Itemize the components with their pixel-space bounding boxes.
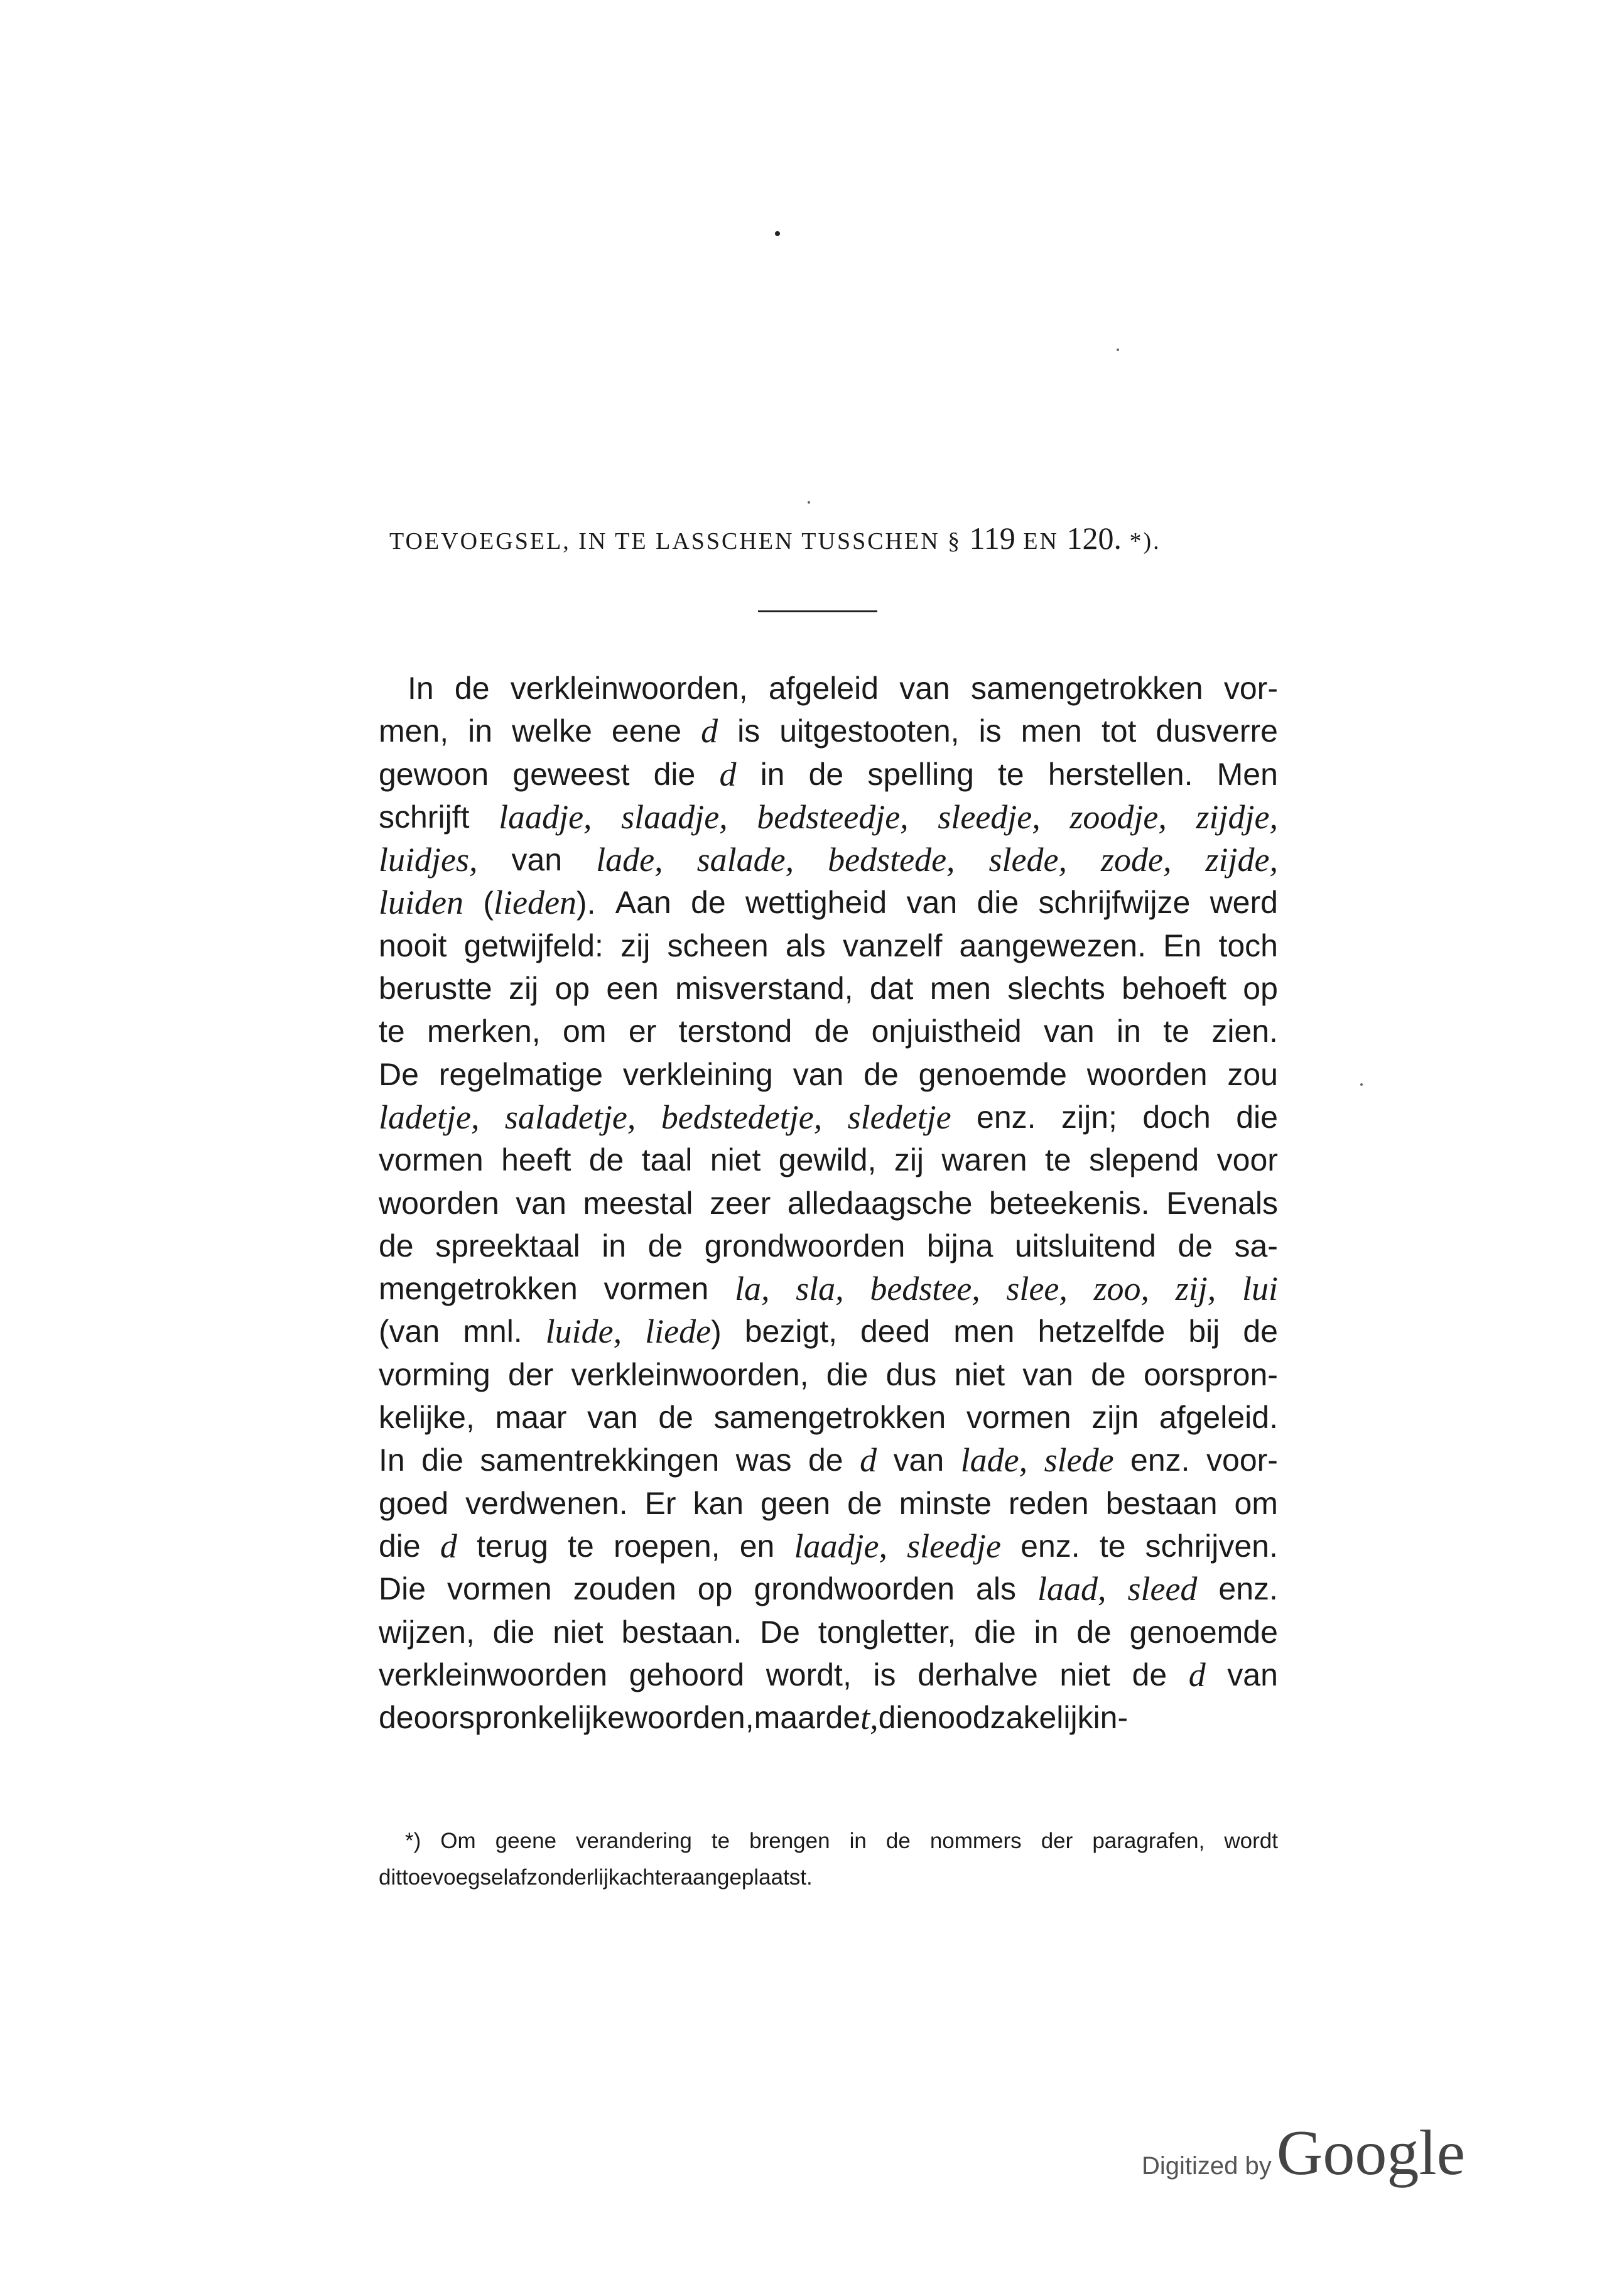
word: die (1236, 1099, 1278, 1135)
word: geene (495, 1829, 557, 1853)
word: op (1243, 971, 1278, 1007)
word: wettigheid (745, 885, 887, 921)
word: la, (734, 1270, 770, 1308)
word: spelling (867, 756, 974, 792)
word: scheen (667, 928, 769, 963)
word: zou (1227, 1056, 1278, 1092)
word: niet (553, 1614, 604, 1650)
word: en (739, 1528, 775, 1564)
word: als (976, 1571, 1016, 1607)
word: in (468, 713, 493, 749)
word: zij (894, 1142, 924, 1178)
word: de (808, 756, 844, 792)
word: voor (1216, 1142, 1278, 1178)
word: lui (1242, 1270, 1278, 1308)
word: van (793, 1056, 844, 1092)
word: d (860, 1441, 877, 1480)
word: die (379, 1528, 421, 1564)
word: enz. (1218, 1571, 1278, 1607)
word: oorspronkelijke (413, 1700, 625, 1736)
word: in (602, 1228, 627, 1264)
word: in (760, 756, 785, 792)
word: zijn (1091, 1400, 1139, 1436)
word: ladetje, (379, 1098, 480, 1136)
word: d (1188, 1655, 1206, 1694)
word: sleedje, (938, 798, 1041, 836)
word: genoemde (918, 1056, 1067, 1092)
word: vor- (1223, 671, 1278, 706)
word: de (825, 1700, 861, 1736)
word: samengetrokken (713, 1400, 946, 1436)
word: de (1076, 1614, 1112, 1650)
word: samentrekkingen (480, 1442, 720, 1478)
word: slede, (988, 841, 1067, 879)
word: de (1243, 1314, 1278, 1350)
word: de (379, 1228, 414, 1264)
word: spreektaal (435, 1228, 580, 1264)
word: enz. (1020, 1528, 1080, 1564)
word: De (760, 1614, 800, 1650)
word: d (701, 712, 718, 750)
word: noodzakelijk (920, 1700, 1093, 1736)
word: een (606, 971, 659, 1007)
word: waren (941, 1142, 1027, 1178)
word: te (1045, 1142, 1071, 1178)
word: uitsluitend (1014, 1228, 1156, 1264)
word: bedsteedje, (757, 798, 909, 836)
word: toevoegsel (401, 1865, 509, 1890)
word: genoemde (1129, 1614, 1278, 1650)
word: de (1132, 1657, 1167, 1692)
text-line (379, 1096, 1278, 1139)
word: de (1177, 1228, 1213, 1264)
word: In (408, 671, 434, 706)
word: meestal (583, 1185, 693, 1221)
word: nommers (929, 1829, 1022, 1853)
word: tongletter, (818, 1614, 956, 1650)
word: bedstedetje, (661, 1098, 823, 1136)
word: men (953, 1314, 1015, 1350)
word: deed (860, 1314, 931, 1350)
word: van (906, 885, 958, 921)
word: niet (954, 1356, 1005, 1392)
text-line (379, 1010, 1278, 1053)
word: sleed (1127, 1570, 1198, 1608)
footnote (379, 1823, 1278, 1896)
word: in (849, 1829, 867, 1853)
word: laadje, (794, 1527, 887, 1565)
word: die (826, 1356, 869, 1392)
word: gewoon (379, 756, 489, 792)
word: liede) (645, 1312, 722, 1351)
word: taal (641, 1142, 693, 1178)
word: brengen (749, 1829, 830, 1853)
word: verkleinwoorden (379, 1657, 608, 1692)
word: is (737, 713, 761, 749)
word: enz. (1130, 1442, 1190, 1478)
heading-section-number-2: 120. (1066, 521, 1122, 556)
word: mengetrokken (379, 1271, 578, 1307)
page-heading (389, 520, 1256, 556)
word: schrijft (379, 799, 470, 835)
word: verkleining (622, 1056, 773, 1092)
word: laadje, (499, 798, 592, 836)
word: sa- (1234, 1228, 1278, 1264)
word: maar (495, 1400, 567, 1436)
text-line (379, 838, 1278, 881)
word: te (1163, 1014, 1189, 1049)
word: slechts (1007, 971, 1105, 1007)
word: geweest (512, 756, 630, 792)
heading-section-number-1: 119 (969, 521, 1015, 556)
word: hetzelfde (1037, 1314, 1166, 1350)
word: van (1227, 1657, 1278, 1692)
word: die (421, 1442, 463, 1478)
word: wordt, (766, 1657, 852, 1692)
word: salade, (696, 841, 794, 879)
word: woorden, (624, 1700, 754, 1736)
word: zijdje, (1196, 798, 1278, 836)
word: maar (754, 1700, 826, 1736)
word: beteekenis. (988, 1185, 1150, 1221)
text-line (379, 667, 1278, 710)
word: afzonderlijk (508, 1865, 620, 1890)
word: zouden (573, 1571, 676, 1607)
word: Om (440, 1829, 476, 1853)
word: misverstand, (675, 971, 853, 1007)
text-line (379, 1310, 1278, 1353)
word: Evenals (1166, 1185, 1278, 1221)
word: om (563, 1014, 607, 1049)
word: gewild, (778, 1142, 877, 1178)
word: bestaan (1105, 1485, 1218, 1521)
ink-speck (1117, 349, 1119, 351)
word: zij, (1175, 1270, 1216, 1308)
word: In (379, 1442, 405, 1478)
word: t, (860, 1699, 879, 1737)
word: der (508, 1356, 554, 1392)
word: woorden (1086, 1056, 1208, 1092)
word: te (998, 756, 1024, 792)
word: de (863, 1056, 899, 1092)
word: verandering (576, 1829, 692, 1853)
word: dit (379, 1865, 402, 1890)
ink-speck (808, 501, 810, 504)
word: vorming (379, 1356, 490, 1392)
word: vormen (447, 1571, 552, 1607)
word: was (735, 1442, 792, 1478)
word: nooit (379, 928, 447, 963)
text-line (379, 1267, 1278, 1310)
word: de (808, 1442, 843, 1478)
text-line (379, 967, 1278, 1010)
word: op (555, 971, 590, 1007)
word: die (977, 885, 1019, 921)
text-line (379, 1396, 1278, 1439)
word: te (711, 1829, 730, 1853)
word: de (847, 1485, 882, 1521)
heading-rule (758, 610, 877, 612)
word: zien. (1211, 1014, 1278, 1049)
word: bedstede, (828, 841, 955, 879)
word: is (978, 713, 1002, 749)
word: die (653, 756, 696, 792)
word: luide, (545, 1312, 622, 1351)
word: slee, (1006, 1270, 1068, 1308)
word: (van (379, 1314, 440, 1350)
word: men, (379, 713, 449, 749)
word: sledetje (847, 1098, 951, 1136)
footnote-line (379, 1823, 1278, 1859)
word: in (1034, 1614, 1059, 1650)
word: de (454, 671, 490, 706)
word: er (628, 1014, 657, 1049)
word: samengetrokken (971, 671, 1203, 706)
word: is (873, 1657, 896, 1692)
word: minste (899, 1485, 992, 1521)
word: kan (693, 1485, 744, 1521)
text-line (379, 1353, 1278, 1396)
word: reden (1008, 1485, 1089, 1521)
word: dus (885, 1356, 937, 1392)
text-line (379, 1482, 1278, 1525)
word: van (899, 671, 950, 706)
word: slede (1044, 1441, 1114, 1480)
word: in- (1093, 1700, 1129, 1736)
word: werd (1210, 885, 1278, 921)
word: enz. (977, 1099, 1036, 1135)
word: voor- (1206, 1442, 1278, 1478)
word: zij (620, 928, 651, 963)
word: De (379, 1056, 419, 1092)
word: herstellen. (1047, 756, 1193, 792)
word: om (1234, 1485, 1278, 1521)
word: grondwoorden (704, 1228, 906, 1264)
word: terstond (678, 1014, 793, 1049)
word: de (691, 885, 726, 921)
word: luidjes, (379, 841, 478, 879)
word: de (379, 1700, 414, 1736)
word: Er (644, 1485, 676, 1521)
word: te (379, 1014, 405, 1049)
word: d (719, 755, 737, 793)
word: zoo, (1093, 1270, 1150, 1308)
word: luiden (379, 884, 463, 922)
word: zij (508, 971, 539, 1007)
word: behoeft (1122, 971, 1226, 1007)
word: van (587, 1400, 638, 1436)
body-paragraph (379, 667, 1278, 1739)
word: schrijfwijze (1038, 885, 1191, 921)
word: Men (1216, 756, 1278, 792)
word: alledaagsche (787, 1185, 973, 1221)
word: kelijke, (379, 1400, 475, 1436)
word: berustte (379, 971, 492, 1007)
word: sla, (796, 1270, 844, 1308)
word: lade, (596, 841, 663, 879)
word: geplaatst. (717, 1865, 813, 1890)
word: bedstee, (870, 1270, 980, 1308)
word: En (1163, 928, 1202, 963)
word: dusverre (1156, 713, 1278, 749)
word: van (511, 842, 563, 878)
word: welke (512, 713, 592, 749)
word: de (658, 1400, 693, 1436)
text-line (379, 1611, 1278, 1653)
word: achteraan (619, 1865, 717, 1890)
word: bezigt, (744, 1314, 838, 1350)
word: wordt (1224, 1829, 1278, 1853)
word: gehoord (629, 1657, 745, 1692)
word: lade, (960, 1441, 1028, 1480)
word: terug (477, 1528, 548, 1564)
word: van (516, 1185, 566, 1221)
text-line (379, 1225, 1278, 1267)
text-line (379, 1182, 1278, 1225)
word: derhalve (918, 1657, 1038, 1692)
word: vormen (604, 1271, 709, 1307)
word: zijn; (1061, 1099, 1117, 1135)
word: toch (1218, 928, 1278, 963)
word: bijna (926, 1228, 993, 1264)
digitized-by-watermark (1142, 2116, 1465, 2190)
word: verdwenen. (465, 1485, 628, 1521)
word: de (647, 1228, 683, 1264)
word: de (588, 1142, 624, 1178)
word: uitgestooten, (779, 713, 960, 749)
word: die (974, 1614, 1016, 1650)
word: Aan (615, 885, 671, 921)
word: onjuistheid (871, 1014, 1022, 1049)
word: te (568, 1528, 594, 1564)
word: woorden (379, 1185, 499, 1221)
word: heeft (501, 1142, 571, 1178)
word: bij (1188, 1314, 1220, 1350)
word: tot (1101, 713, 1137, 749)
google-logo: Google (1276, 2118, 1466, 2189)
word: zoodje, (1069, 798, 1167, 836)
text-line (379, 1439, 1278, 1481)
word: regelmatige (438, 1056, 604, 1092)
word: niet (710, 1142, 761, 1178)
digitized-label: Digitized by (1142, 2152, 1272, 2180)
word: paragrafen, (1092, 1829, 1205, 1853)
word: aangewezen. (959, 928, 1146, 963)
text-line (379, 796, 1278, 838)
word: te (1099, 1528, 1126, 1564)
text-line (379, 1653, 1278, 1696)
word: vormen (379, 1142, 484, 1178)
word: geen (760, 1485, 831, 1521)
text-line (379, 924, 1278, 967)
word: goed (379, 1485, 449, 1521)
word: d (440, 1527, 457, 1565)
text-line (379, 1525, 1278, 1567)
word: sleedje (907, 1527, 1002, 1565)
word: (lieden). (483, 884, 596, 922)
word: men (929, 971, 991, 1007)
word: de (1091, 1356, 1126, 1392)
text-line (379, 881, 1278, 924)
word: van (1022, 1356, 1073, 1392)
word: mnl. (463, 1314, 522, 1350)
word: niet (1059, 1657, 1111, 1692)
word: die (878, 1700, 921, 1736)
word: zijde, (1205, 841, 1278, 879)
text-line (379, 1053, 1278, 1096)
word: de (885, 1829, 911, 1853)
word: roepen, (613, 1528, 720, 1564)
word: dat (869, 971, 914, 1007)
word: schrijven. (1145, 1528, 1278, 1564)
word: doch (1142, 1099, 1211, 1135)
word: afgeleid. (1159, 1400, 1278, 1436)
word: vanzelf (842, 928, 943, 963)
word: zeer (709, 1185, 771, 1221)
word: van (1044, 1014, 1095, 1049)
word: grondwoorden (754, 1571, 955, 1607)
word: die (492, 1614, 535, 1650)
word: laad, (1037, 1570, 1107, 1608)
word: de (814, 1014, 850, 1049)
word: van (893, 1442, 945, 1478)
word: oorspron- (1143, 1356, 1278, 1392)
heading-prefix: TOEVOEGSEL, IN TE LASSCHEN TUSSCHEN § (389, 528, 962, 555)
text-line (379, 1139, 1278, 1181)
word: getwijfeld: (463, 928, 604, 963)
text-line (379, 1567, 1278, 1610)
word: verkleinwoorden, (571, 1356, 809, 1392)
text-line (379, 710, 1278, 752)
word: afgeleid (768, 671, 879, 706)
ink-speck (775, 231, 780, 236)
word: bestaan. (621, 1614, 742, 1650)
word: saladetje, (504, 1098, 636, 1136)
heading-footnote-mark: *). (1129, 528, 1161, 555)
word: vormen (966, 1400, 1071, 1436)
word: als (785, 928, 826, 963)
heading-conjunction: EN (1023, 528, 1059, 555)
word: slaadje, (621, 798, 728, 836)
word: op (697, 1571, 733, 1607)
ink-speck (1360, 1083, 1363, 1086)
word: *) (405, 1829, 421, 1853)
word: slepend (1089, 1142, 1199, 1178)
word: in (1117, 1014, 1141, 1049)
word: Die (379, 1571, 426, 1607)
word: verkleinwoorden, (510, 671, 748, 706)
text-line (379, 1696, 1278, 1739)
word: wijzen, (379, 1614, 475, 1650)
text-line (379, 753, 1278, 796)
footnote-line (379, 1859, 1278, 1896)
word: eene (611, 713, 682, 749)
word: men (1020, 713, 1082, 749)
word: zode, (1100, 841, 1172, 879)
word: der (1041, 1829, 1073, 1853)
word: merken, (427, 1014, 541, 1049)
